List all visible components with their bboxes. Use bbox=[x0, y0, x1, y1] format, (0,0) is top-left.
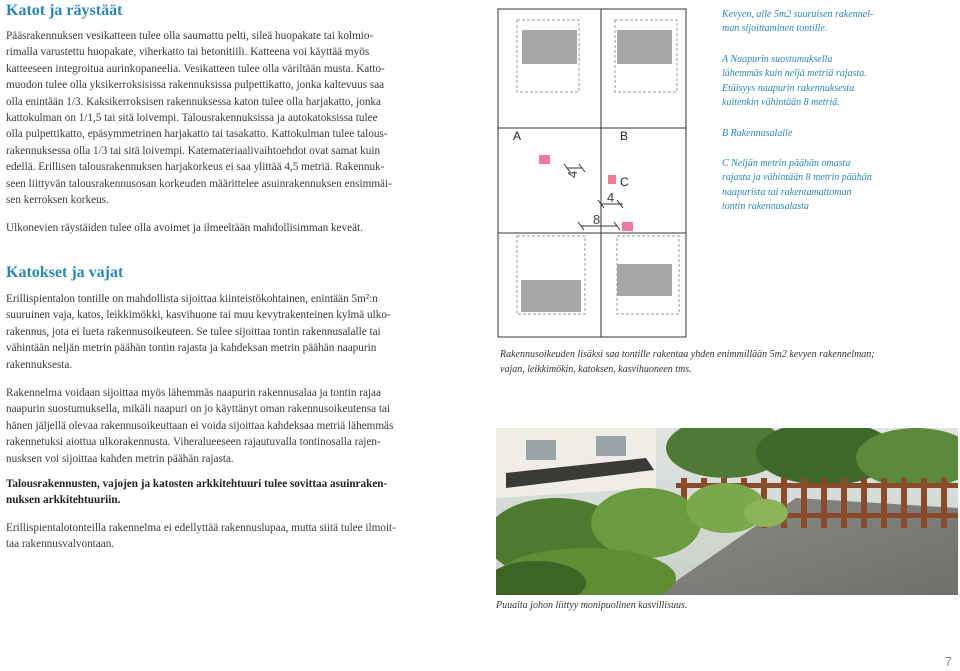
building-top-right bbox=[617, 30, 672, 64]
placement-diagram bbox=[497, 8, 687, 338]
paragraph-katot: Pääsrakennuksen vesikatteen tulee olla saumattu pelti, sileä huopakate tai kolmio- rimalla varustettu huopakate, viherkatto tai betonitiili. Katteena voi käyttää myös katteeseen integroitua aurinkopaneelia. Vesikatteen tulee olla väriltään musta. Katto- muodon tulee olla yksikerroksisissa rakennuksissa pulpettikatto, jonka kaltevuus saa olla enintään 1/3. Kaksikerroksisen rakennuksessa katon tulee olla harjakatto, jonka kattokulman on 1/1,5 tai sitä loivempi. Talousrakennuksissa ja autokatoksissa tulee olla pulpettikatto, epäsymmetrinen harjakatto tai tasakatto. Kattokulman tulee talous- rakennuksessa olla 1/3 tai sitä loivempi. Katemateriaalivaihtoehdot ovat samat kuin edellä. Erillisen talousrakennuksen harjakorkeus ei saa ylittää 4,5 metriä. Rakennuk- seen liittyvän talousrakennusosan korkeuden määrittelee asuinrakennuksen ensimmäi- sen kerroksen korkeus. bbox=[6, 30, 392, 207]
paragraph-raystaat: Ulkonevien räystäiden tulee olla avoimet ja ilmeeltään mahdollisimman keveät. bbox=[6, 222, 363, 234]
heading-katokset: Katokset ja vajat bbox=[6, 264, 124, 281]
photo-caption: Puuaita johon liittyy monipuolinen kasvillisuus. bbox=[496, 600, 688, 611]
note-intro: Kevyen, alle 5m2 suuruisen rakennel- man sijoittaminen tontille. bbox=[722, 9, 874, 35]
paragraph-rakennuslupa: Erillispientalotonteilla rakennelma ei edellyttää rakennuslupaa, mutta siitä tulee ilmoit- taa rakennusvalvontaan. bbox=[6, 522, 396, 551]
heading-katot: Katot ja räystäät bbox=[6, 2, 123, 19]
dimension-4b: 4 bbox=[607, 190, 615, 205]
building-top-left bbox=[522, 30, 577, 64]
paragraph-arkkitehtuuri: Talousrakennusten, vajojen ja katosten arkkitehtuuri tulee sovittaa asuinraken- nuksen arkkitehtuuriin. bbox=[6, 478, 388, 507]
shed-c bbox=[622, 222, 633, 231]
photo-illustration bbox=[496, 428, 958, 595]
shed-b bbox=[608, 175, 616, 184]
dimension-8: 8 bbox=[593, 212, 601, 227]
paragraph-katokset-1: Erillispientalon tontille on mahdollista sijoittaa kiinteistökohtainen, enintään 5m²:n suuruinen vaja, katos, leikkimökki, kasvihuone tai muu kevytrakenteinen kylmä ulko- rakennus, jota ei lueta rakennusoikeuteen. Se tulee sijoittaa tontin rakennusalalle tai vähintään neljän metrin päähän tontin rajasta ja kahdeksan metrin päähän naapurin rakennuksesta. bbox=[6, 293, 391, 371]
page-number: 7 bbox=[944, 654, 952, 669]
note-a: A Naapurin suostumuksella lähemmäs kuin neljä metriä rajasta. Etäisyys naapurin rakennuksesta kuitenkin vähintään 8 metriä. bbox=[722, 54, 867, 109]
shed-a bbox=[539, 155, 550, 164]
note-b: B Rakennusalalle bbox=[722, 128, 793, 139]
building-bottom-left bbox=[521, 280, 581, 312]
dimension-4a: 4 bbox=[565, 170, 580, 178]
label-a: A bbox=[513, 129, 522, 143]
building-bottom-right bbox=[617, 264, 672, 296]
label-b: B bbox=[620, 129, 629, 143]
caption-rakennusoikeus: Rakennusoikeuden lisäksi saa tontille rakentaa yhden enimmillään 5m2 kevyen rakennelman; vajan, leikkimökin, katoksen, kasvihuoneen tms. bbox=[500, 349, 875, 375]
note-c: C Neljän metrin päähän omasta rajasta ja vähintään 8 metrin päähän naapurista tai rakentamattoman tontin rakennusalasta bbox=[722, 158, 872, 213]
garden-fence-photo bbox=[496, 428, 958, 595]
label-c: C bbox=[620, 175, 629, 189]
paragraph-katokset-2: Rakennelma voidaan sijoittaa myös lähemmäs naapurin rakennusalaa ja tontin rajaa naapurin suostumuksella, mikäli naapuri on jo käyttänyt oman rakennusoikeutensa tai hänen jäljellä olevaa rakennusoikeuttaan ei voida sijoittaa kahdeksaa metriä lähemmäs rakennetuksi aiottua ulkorakennusta. Viheralueeseen rajautuvalla tontinosalla rajen- nusksen voi sijoittaa kahden metrin päähän rajasta. bbox=[6, 387, 394, 465]
